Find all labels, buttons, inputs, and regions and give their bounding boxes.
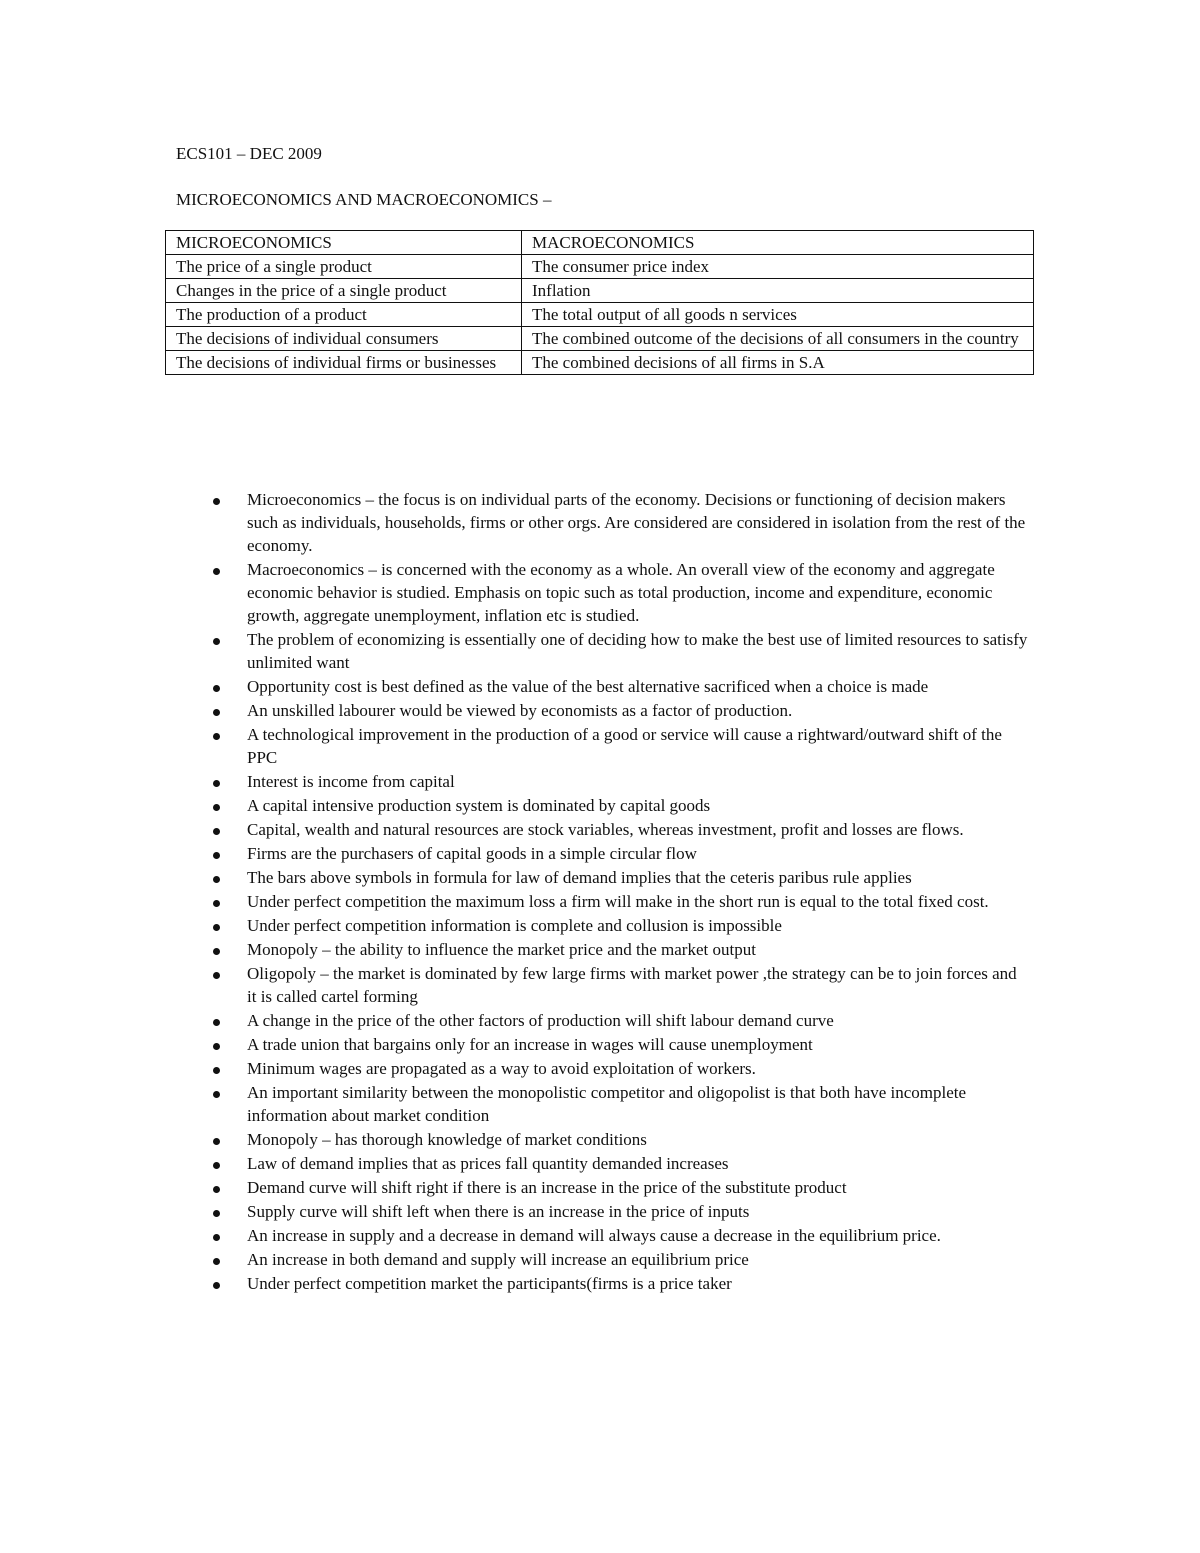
- list-item-text: Oligopoly – the market is dominated by few large firms with market power ,the strategy can be to join forces and it is called cartel forming: [247, 964, 1017, 1006]
- notes-list: [0, 488, 1030, 1296]
- table-cell-macro: The total output of all goods n services: [522, 303, 1034, 327]
- table-cell-micro: The decisions of individual consumers: [166, 327, 522, 351]
- bullet-icon: [213, 1043, 220, 1050]
- table-cell-macro: The combined outcome of the decisions of all consumers in the country: [522, 327, 1034, 351]
- list-item: [0, 794, 1030, 817]
- bullet-icon: [213, 852, 220, 859]
- list-item-text: An unskilled labourer would be viewed by economists as a factor of production.: [247, 701, 793, 720]
- comparison-table: [165, 230, 1034, 375]
- table-header-cell-micro: MICROECONOMICS: [166, 231, 522, 255]
- list-item-text: Firms are the purchasers of capital goods in a simple circular flow: [247, 844, 697, 863]
- list-item-text: Monopoly – the ability to influence the market price and the market output: [247, 940, 756, 959]
- bullet-icon: [213, 1210, 220, 1217]
- list-item: [0, 1224, 1030, 1247]
- list-item: [0, 1081, 1030, 1127]
- list-item: [0, 842, 1030, 865]
- list-item-text: A trade union that bargains only for an increase in wages will cause unemployment: [247, 1035, 813, 1054]
- table-cell-macro: The consumer price index: [522, 255, 1034, 279]
- bullet-icon: [213, 780, 220, 787]
- list-item-text: An increase in both demand and supply will increase an equilibrium price: [247, 1250, 749, 1269]
- bullet-icon: [213, 685, 220, 692]
- bullet-icon: [213, 924, 220, 931]
- bullet-icon: [213, 1067, 220, 1074]
- bullet-icon: [213, 1234, 220, 1241]
- list-item: [0, 1009, 1030, 1032]
- list-item-text: Under perfect competition information is complete and collusion is impossible: [247, 916, 782, 935]
- list-item-text: Macroeconomics – is concerned with the economy as a whole. An overall view of the economy and aggregate economic behavior is studied. Emphasis on topic such as total production, income and expenditure, economic growth, aggregate unemployment, inflation etc is studied.: [247, 560, 995, 625]
- list-item: [0, 723, 1030, 769]
- table-row: [166, 351, 1034, 375]
- list-item: [0, 1033, 1030, 1056]
- list-item-text: Monopoly – has thorough knowledge of market conditions: [247, 1130, 647, 1149]
- bullet-icon: [213, 1138, 220, 1145]
- bullet-icon: [213, 1258, 220, 1265]
- table-row: [166, 255, 1034, 279]
- list-item-text: Opportunity cost is best defined as the value of the best alternative sacrificed when a choice is made: [247, 677, 929, 696]
- list-item-text: An increase in supply and a decrease in demand will always cause a decrease in the equilibrium price.: [247, 1226, 941, 1245]
- list-item-text: The problem of economizing is essentially one of deciding how to make the best use of limited resources to satisfy unlimited want: [247, 630, 1028, 672]
- table-cell-micro: The decisions of individual firms or businesses: [166, 351, 522, 375]
- list-item: [0, 558, 1030, 627]
- bullet-icon: [213, 1162, 220, 1169]
- list-item: [0, 699, 1030, 722]
- list-item: [0, 1272, 1030, 1295]
- bullet-icon: [213, 804, 220, 811]
- list-item-text: A technological improvement in the production of a good or service will cause a rightward/outward shift of the PPC: [247, 725, 1002, 767]
- list-item: [0, 1248, 1030, 1271]
- bullet-icon: [213, 638, 220, 645]
- bullet-icon: [213, 1091, 220, 1098]
- bullet-icon: [213, 1019, 220, 1026]
- list-item: [0, 962, 1030, 1008]
- bullet-icon: [213, 948, 220, 955]
- table-header-row: [166, 231, 1034, 255]
- list-item: [0, 890, 1030, 913]
- bullet-icon: [213, 733, 220, 740]
- list-item-text: Supply curve will shift left when there is an increase in the price of inputs: [247, 1202, 750, 1221]
- table-cell-micro: The production of a product: [166, 303, 522, 327]
- list-item-text: An important similarity between the monopolistic competitor and oligopolist is that both have incomplete information about market condition: [247, 1083, 967, 1125]
- bullet-icon: [213, 568, 220, 575]
- list-item: [0, 770, 1030, 793]
- list-item-text: Minimum wages are propagated as a way to avoid exploitation of workers.: [247, 1059, 756, 1078]
- table-row: [166, 279, 1034, 303]
- document-title: ECS101 – DEC 2009: [176, 144, 322, 163]
- list-item-text: The bars above symbols in formula for law of demand implies that the ceteris paribus rule applies: [247, 868, 912, 887]
- list-item: [0, 1176, 1030, 1199]
- list-item: [0, 938, 1030, 961]
- bullet-icon: [213, 900, 220, 907]
- list-item-text: Under perfect competition market the participants(firms is a price taker: [247, 1274, 732, 1293]
- table-cell-micro: The price of a single product: [166, 255, 522, 279]
- list-item: [0, 488, 1030, 557]
- list-item-text: A change in the price of the other factors of production will shift labour demand curve: [247, 1011, 834, 1030]
- bullet-icon: [213, 972, 220, 979]
- table-row: [166, 327, 1034, 351]
- bullet-icon: [213, 1186, 220, 1193]
- list-item-text: Demand curve will shift right if there is an increase in the price of the substitute product: [247, 1178, 847, 1197]
- list-item: [0, 914, 1030, 937]
- list-item-text: Under perfect competition the maximum loss a firm will make in the short run is equal to the total fixed cost.: [247, 892, 989, 911]
- list-item: [0, 866, 1030, 889]
- list-item: [0, 1057, 1030, 1080]
- list-item-text: A capital intensive production system is dominated by capital goods: [247, 796, 711, 815]
- section-heading: MICROECONOMICS AND MACROECONOMICS –: [176, 190, 552, 209]
- list-item-text: Microeconomics – the focus is on individual parts of the economy. Decisions or functioning of decision makers such as individuals, households, firms or other orgs. Are considered are considered in isolation from the rest of the economy.: [247, 490, 1026, 555]
- list-item-text: Capital, wealth and natural resources are stock variables, whereas investment, profit and losses are flows.: [247, 820, 964, 839]
- list-item: [0, 1128, 1030, 1151]
- table-row: [166, 303, 1034, 327]
- bullet-icon: [213, 876, 220, 883]
- bullet-icon: [213, 1282, 220, 1289]
- table-cell-macro: Inflation: [522, 279, 1034, 303]
- table-cell-macro: The combined decisions of all firms in S.A: [522, 351, 1034, 375]
- bullet-icon: [213, 709, 220, 716]
- list-item-text: Interest is income from capital: [247, 772, 455, 791]
- list-item: [0, 1152, 1030, 1175]
- comparison-table-body: [166, 231, 1034, 375]
- list-item: [0, 1200, 1030, 1223]
- table-cell-micro: Changes in the price of a single product: [166, 279, 522, 303]
- list-item: [0, 818, 1030, 841]
- list-item-text: Law of demand implies that as prices fall quantity demanded increases: [247, 1154, 729, 1173]
- list-item: [0, 628, 1030, 674]
- bullet-icon: [213, 828, 220, 835]
- bullet-icon: [213, 498, 220, 505]
- table-header-cell-macro: MACROECONOMICS: [522, 231, 1034, 255]
- list-item: [0, 675, 1030, 698]
